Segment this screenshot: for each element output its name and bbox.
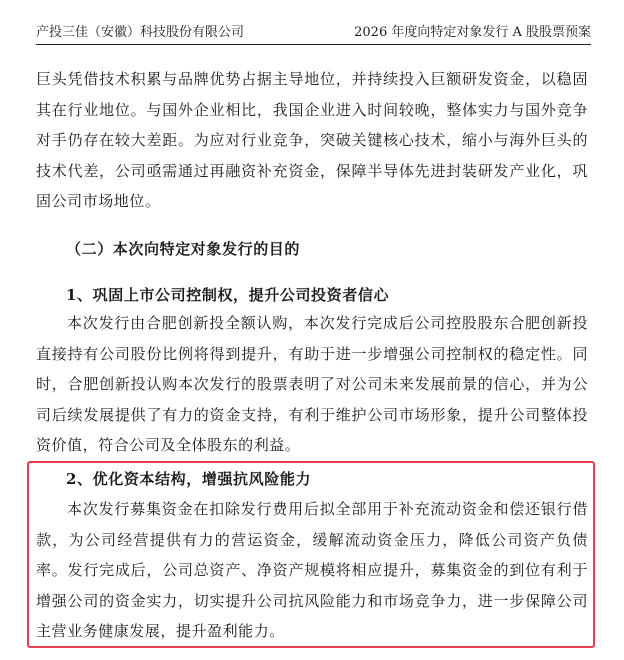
intro-paragraph: 巨头凭借技术积累与品牌优势占据主导地位，并持续投入巨额研发资金，以稳固其在行业地位。与国外企业相比，我国企业进入时间较晚，整体实力与国外竞争对手仍存在较大差距。为应对行业竞争，突破关键核心技术，缩小与海外巨头的技术代差，公司亟需通过再融资补充资金，保障半导体先进封装研发产业化，巩固公司市场地位。 <box>36 70 588 210</box>
section-heading-purpose: （二）本次向特定对象发行的目的 <box>66 240 301 258</box>
subsection-body-control: 本次发行由合肥创新投全额认购，本次发行完成后公司控股股东合肥创新投直接持有公司股份比例将得到提升，有助于进一步增强公司控制权的稳定性。同时，合肥创新投认购本次发行的股票表明了对公司未来发展前景的信心，并为公司后续发展提供了有力的资金支持，有利于维护公司市场形象，提升公司整体投资价值，符合公司及全体股东的利益。 <box>36 314 588 454</box>
header-document-title: 2026 年度向特定对象发行 A 股股票预案 <box>354 25 591 40</box>
subsection-heading-control: 1、巩固上市公司控制权，提升公司投资者信心 <box>66 286 390 304</box>
subsection-body-capital-structure: 本次发行募集资金在扣除发行费用后拟全部用于补充流动资金和偿还银行借款，为公司经营提供有力的营运资金，缓解流动资金压力，降低公司资产负债率。发行完成后，公司总资产、净资产规模将相应提升，募集资金的到位有利于增强公司的资金实力，切实提升公司抗风险能力和市场竞争力，进一步保障公司主营业务健康发展，提升盈利能力。 <box>36 500 588 640</box>
header-company-name: 产投三佳（安徽）科技股份有限公司 <box>36 25 245 40</box>
subsection-heading-capital-structure: 2、优化资本结构，增强抗风险能力 <box>66 470 312 488</box>
page-header <box>36 22 591 45</box>
